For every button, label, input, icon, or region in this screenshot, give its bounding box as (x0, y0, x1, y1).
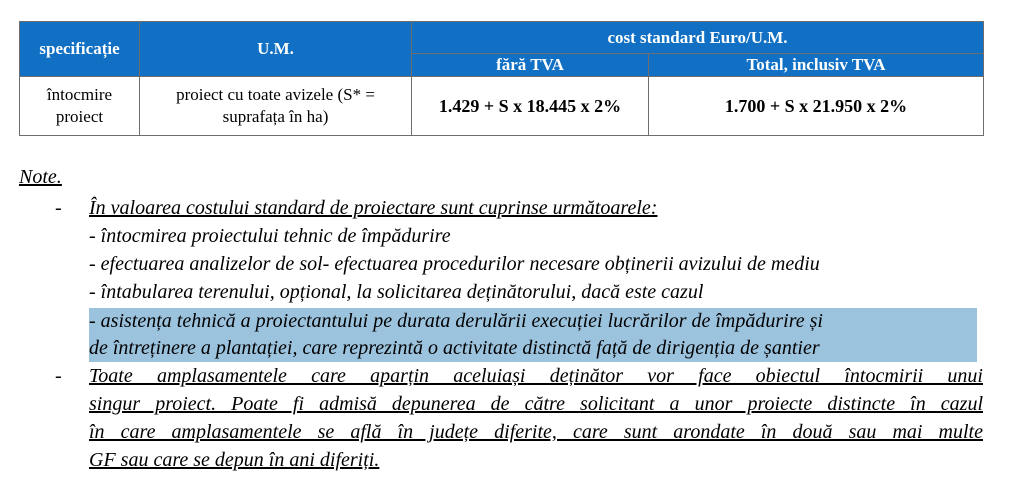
header-um: U.M. (140, 22, 412, 77)
cell-um: proiect cu toate avizele (S* = suprafața în ha) (140, 77, 412, 136)
cost-table (19, 21, 984, 136)
notes-title: Note. (19, 166, 62, 188)
bullet-dash: - (55, 197, 62, 219)
table-row (20, 77, 984, 136)
header-total-tva: Total, inclusiv TVA (649, 54, 984, 77)
header-cost-standard: cost standard Euro/U.M. (412, 22, 984, 54)
cell-fara-tva: 1.429 + S x 18.445 x 2% (412, 77, 649, 136)
cell-specificatie: întocmire proiect (20, 77, 140, 136)
header-specificatie: specificație (20, 22, 140, 77)
bullet-dash: - (55, 365, 62, 387)
cell-total-tva: 1.700 + S x 21.950 x 2% (649, 77, 984, 136)
header-fara-tva: fără TVA (412, 54, 649, 77)
